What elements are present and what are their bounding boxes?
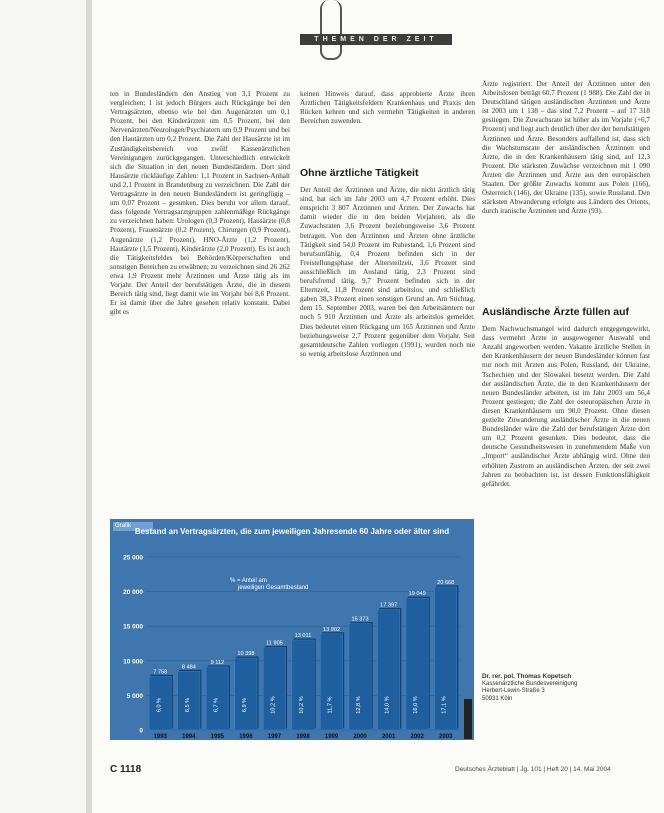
y-tick-label: 0	[139, 727, 143, 735]
column-2-intro: keinen Hinweis darauf, dass approbierte Ärzte ihren Ärztlichen Tätigkeitsfeldern Krankenhaus und Praxis den Rücken kehren und sich vermehrt Tätigkeiten in anderen Bereichen zuwenden.	[300, 90, 475, 126]
chart-title: Bestand an Vertragsärzten, die zum jeweiligen Jahresende 60 Jahre oder älter sind	[134, 527, 450, 536]
bar-percent-label: 14,0 %	[384, 696, 391, 714]
y-tick-label: 20 000	[123, 589, 143, 597]
y-tick-label: 25 000	[123, 554, 143, 562]
author-block	[482, 673, 650, 703]
x-tick-label: 1999	[324, 734, 339, 740]
bar-value-label: 17 397	[380, 602, 398, 609]
column-3-text: Dem Nachwuchsmangel wird dadurch entgegengewirkt, dass vermehrt Ärzte in ausgewogener Auswahl und Anzahl angeworben werden. Vakante ärztliche Stellen in den Krankenhäusern der neuen Bundesländer können fast nur noch mit Ärzten aus Polen, Russland, der Ukraine, Tschechien und der Slowakei besetzt werden. Die Zahl der ausländischen Ärzte, die in den Krankenhäusern der neuen Bundesländer arbeiten, ist im Jahr 2003 um 56,4 Prozent gestiegen; die Zahl der osteuropäischen Ärzte in diesen Krankenhäusern um 90,0 Prozent. Ohne diesen gezielte Zuwanderung ausländischer Ärzte in die neuen Bundesländer wäre die Zahl der berufstätigen Ärzte dort um 0,2 Prozent gesunken. Dies bedeutet, dass die deutsche Gesundheitswesen in zunehmendem Maße von „Import“ ausländischer Ärzte abhängig wird. Ohne den erhöhten Zustrom an ausländischen Ärzten, der seit zwei Jahren zu beobachten ist, ist dessen Funktionsfähigkeit gefährdet.	[482, 325, 650, 488]
y-tick-label: 5 000	[126, 692, 143, 700]
x-tick-label: 2003	[439, 734, 453, 740]
x-tick-label: 1998	[296, 734, 310, 740]
bar	[320, 634, 342, 730]
bar-percent-label: 16,0 %	[413, 696, 420, 714]
author-city: 50931 Köln	[482, 695, 513, 702]
bar	[263, 648, 285, 730]
x-tick-label: 1993	[153, 734, 167, 740]
bar-value-label: 7 758	[153, 669, 168, 676]
author-name: Dr. rer. pol. Thomas Kopetsch	[482, 673, 572, 681]
x-tick-label: 2000	[353, 734, 367, 740]
bar-percent-label: 6,7 %	[213, 697, 220, 713]
bar-percent-label: 12,8 %	[356, 696, 363, 714]
bar	[292, 640, 314, 730]
section-header: THEMEN DER ZEIT	[300, 34, 452, 45]
x-tick-label: 1995	[210, 734, 225, 740]
journal-footer: Deutsches Ärzteblatt | Jg. 101 | Heft 20 | 14. Mai 2004	[455, 766, 611, 773]
bar	[235, 658, 257, 730]
x-tick-label: 1997	[267, 734, 282, 740]
column-2	[300, 90, 475, 391]
chart-tag: Grafik	[113, 522, 153, 531]
bar-value-label: 15 373	[351, 616, 369, 623]
author-institution: Kassenärztliche Bundesvereinigung	[482, 680, 578, 687]
bar-value-label: 10 398	[237, 651, 255, 658]
bar-value-label: 11 905	[266, 640, 283, 647]
bar-value-label: 13 011	[294, 632, 312, 639]
y-tick-label: 10 000	[123, 658, 143, 666]
x-tick-label: 2002	[410, 734, 424, 740]
source-label	[464, 699, 472, 739]
bar-percent-label: 11,7 %	[327, 696, 334, 714]
heading-ohne-aerztliche-taetigkeit: Ohne ärztliche Tätigkeit	[300, 167, 419, 179]
bar-percent-label: 17,1 %	[441, 696, 448, 714]
x-tick-label: 1996	[239, 734, 253, 740]
legend-label: % = Anteil am jeweiligen Gesamtbestand	[230, 578, 309, 591]
bar-percent-label: 10,2 %	[299, 696, 305, 714]
bar-percent-label: 6,0 %	[156, 697, 163, 713]
paper-clip	[320, 0, 342, 60]
author-street: Herbert-Lewin-Straße 3	[482, 688, 545, 695]
book-spine	[86, 0, 92, 813]
bar-percent-label: 6,5 %	[184, 697, 191, 713]
page-number: C 1118	[110, 764, 142, 775]
column-3-intro: Ärzte registriert. Der Anteil der Ärztinnen unter den Arbeitslosen beträgt 60,7 Prozent (1 988). Die Zahl der in Deutschland tätigen ausländischen Ärztinnen und Ärzte ist 2003 um 1 138 – das sind 7,2 Prozent – auf 17 318 gestiegen. Die Zuwachsrate ist höher als im Vorjahr (+6,7 Prozent) und liegt auch deutlich über der der berufstätigen Ärztinnen und Ärzte. Besonders auffallend ist, dass sich die Wachstumsrate der ausländischen Ärztinnen und Ärzte, die in den Krankenhäusern tätig sind, auf 12,3 Prozent. Die stärksten Zuwächse verzeichnen mit 1 090 Ärzten die Ärztinnen und Ärzte aus den europäischen Staaten. Der größte Zuwachs kommt aus Polen (166), Österreich (146), der Ukraine (135), sowie Russland. Den stärksten Abwanderung erfolgte aus Ländern des Orients, durch iranische Ärztinnen und Ärzte (93).	[482, 80, 650, 216]
bar-value-label: 13 902	[322, 626, 341, 633]
column-1	[110, 90, 290, 520]
x-tick-label: 2001	[381, 734, 396, 740]
bar-value-label: 19 049	[408, 591, 426, 598]
chart-plot	[110, 519, 474, 740]
bar-value-label: 20 668	[437, 579, 455, 586]
page-shadow	[0, 0, 88, 813]
heading-auslaendische-aerzte: Ausländische Ärzte füllen auf	[482, 306, 630, 318]
column-3	[482, 80, 650, 703]
chart	[110, 519, 474, 740]
bar-percent-label: 6,9 %	[241, 697, 248, 713]
bar-percent-label: 10,2 %	[270, 696, 277, 714]
bar-value-label: 9 112	[210, 659, 225, 666]
column-1-text: ten in Bundesländern den Anstieg von 3,1 Prozent zu vergleichen; 1 ist jedoch Bürgers auch Rückgänge bei den Vertragsärzten, ebenso wie bei den Augenärzten um 0,1 Prozent, bei den Kinderärzten um 0,5 Prozent, bei den Nervenärzten/Neurologen/Psychiatern um 0,9 Prozent und bei den Hautärzten um 0,2 Prozent. Die Zahl der Hausärzte ist im Zuständigkeitsbereich von zwölf Kassenärztlichen Vereinigungen zurückgegangen. Unterschiedlich entwickelt sich die Situation in den neuen Bundesländern. Dort sind Hausärzte rückläufige Zahlen: 1,1 Prozent in Sachsen-Anhalt und 2,1 Prozent in Brandenburg zu verzeichnen. Die Zahl der Vertragsärzte in den neuen Bundesländern ist geringfügig – um 0,07 Prozent – gesunken. Dies beruht vor allem darauf, dass folgende Vertragsarztgruppen zahlenmäßige Rückgänge zu verzeichnen haben: Urologen (0,3 Prozent), Hausärzte (0,8 Prozent), Frauenärzte (0,2 Prozent), Chirurgen (0,9 Prozent), Augenärzte (1,2 Prozent), HNO-Ärzte (1,2 Prozent), Hautärzte (1,5 Prozent), Kinderärzte (2,0 Prozent). Es ist auch die Tätigkeitsfeldes bei Behörden/Körperschaften und sonstigen Bereichen zu erwähnen; zu verzeichnen sind 26 262 etwa 1,9 Prozent mehr Ärztinnen und Ärzte tätig als im Vorjahr. Der Anteil der berufstätigen Ärzte, die in diesem Bereich tätig sind, liegt damit wie im Vorjahr bei 8,6 Prozent. Er ist damit über die Jahre gesehen relativ konstant. Dabei gibt es	[110, 90, 290, 317]
y-tick-label: 15 000	[123, 623, 143, 631]
x-tick-label: 1994	[182, 734, 196, 740]
column-2-text: Der Anteil der Ärztinnen und Ärzte, die nicht ärztlich tätig sind, hat sich im Jahr 2003 um 4,7 Prozent erhöht. Dies entspricht 3 807 Ärztinnen und Ärzten. Der Zuwachs hat damit wieder die in den beiden Vorjahren, als die Zuwachsraten 3,6 Prozent beziehungsweise 3,6 Prozent betragen. Von den Ärztinnen und Ärzten ohne ärztliche Tätigkeit sind 54,0 Prozent im Ruhestand, 1,6 Prozent sind berufsunfähig, 0,4 Prozent befinden sich in der Freistellungsphase der Altersteilzeit, 3,6 Prozent sind ausschließlich im Ausland tätig, 2,3 Prozent sind berufsfremd tätig, 9,7 Prozent befinden sich in der Elternzeit, 11,8 Prozent sind arbeitslos, und schließlich gaben 38,3 Prozent einen sonstigen Grund an. Am Stichtag, dem 15. September 2003, waren bei den Arbeitsämtern nur noch 5 910 Ärztinnen und Ärzte als arbeitslos gemeldet. Dies bedeutet einen Rückgang um 165 Ärztinnen und Ärzte beziehungsweise 2,7 Prozent gegenüber dem Vorjahr. Seit gesamtdeutsche Zahlen vorliegen (1991), wurden noch nie so wenig arbeitslose Ärztinnen und	[300, 186, 475, 358]
bar-value-label: 8 484	[181, 664, 196, 671]
